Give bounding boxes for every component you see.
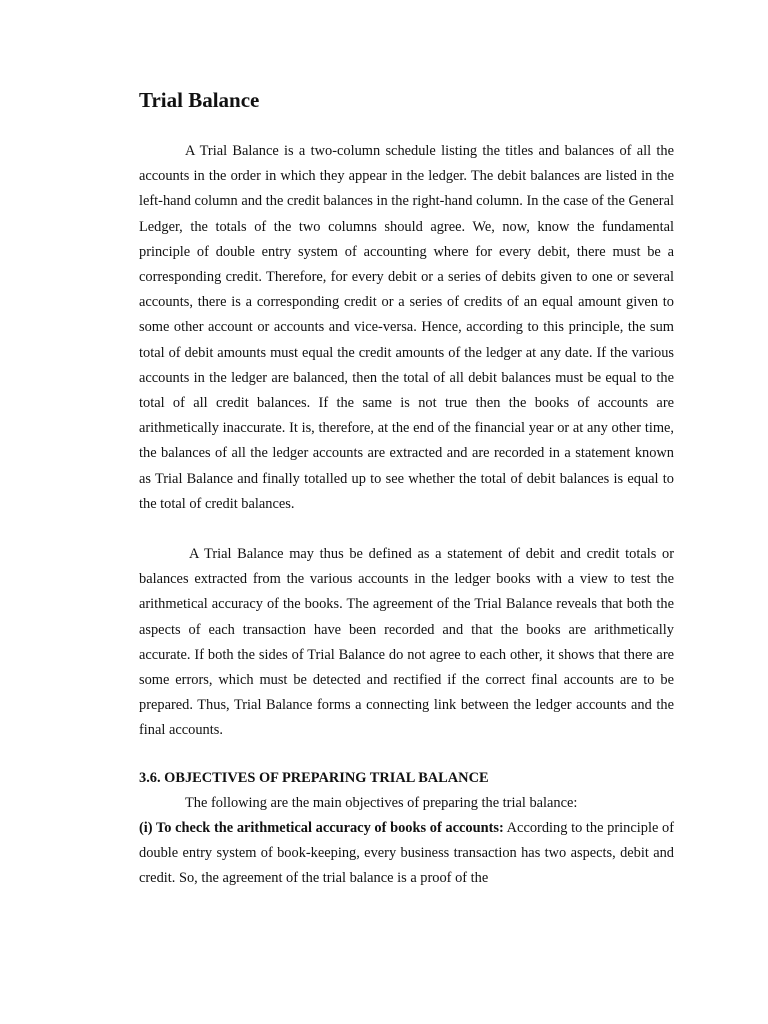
objective-1-label: (i) To check the arithmetical accuracy of books of accounts: [139, 819, 504, 836]
paragraph-trial-balance-meaning: A Trial Balance may thus be defined as a statement of debit and credit totals or balances extracted from the various accounts in the ledger books with a view to test the arithmetical accuracy of the books. The agreement of the Trial Balance reveals that both the aspects of each transaction have been recorded and that the books are arithmetically accurate. If both the sides of Trial Balance do not agree to each other, it shows that there are some errors, which must be detected and rectified if the correct final accounts are to be prepared. Thus, Trial Balance forms a connecting link between the ledger accounts and the final accounts. [139, 546, 674, 739]
page-title: Trial Balance [139, 88, 260, 112]
section-heading-objectives: 3.6. OBJECTIVES OF PREPARING TRIAL BALANCE [139, 769, 489, 786]
document-page [139, 86, 674, 891]
paragraph-definition: A Trial Balance is a two-column schedule listing the titles and balances of all the accounts in the order in which they appear in the ledger. The debit balances are listed in the left-hand column and the credit balances in the right-hand column. In the case of the General Ledger, the totals of the two columns should agree. We, now, know the fundamental principle of double entry system of accounting where for every debit, there must be a corresponding credit. Therefore, for every debit or a series of debits given to one or several accounts, there is a corresponding credit or a series of credits of an equal amount given to some other account or accounts and vice-versa. Hence, according to this principle, the sum total of debit amounts must equal the credit amounts of the ledger at any date. If the various accounts in the ledger are balanced, then the total of all debit balances must be equal to the total of all credit balances. If the same is not true then the books of accounts are arithmetically inaccurate. It is, therefore, at the end of the financial year or at any other time, the balances of all the ledger accounts are extracted and are recorded in a statement known as Trial Balance and finally totalled up to see whether the total of debit balances is equal to the total of credit balances. [139, 143, 674, 512]
objective-1-text: According to the principle of double entry system of book-keeping, every business transaction has two aspects, debit and credit. So, the agreement of the trial balance is a proof of the [139, 819, 674, 887]
section-intro: The following are the main objectives of preparing the trial balance: [185, 794, 578, 811]
objective-item-1 [139, 816, 674, 892]
